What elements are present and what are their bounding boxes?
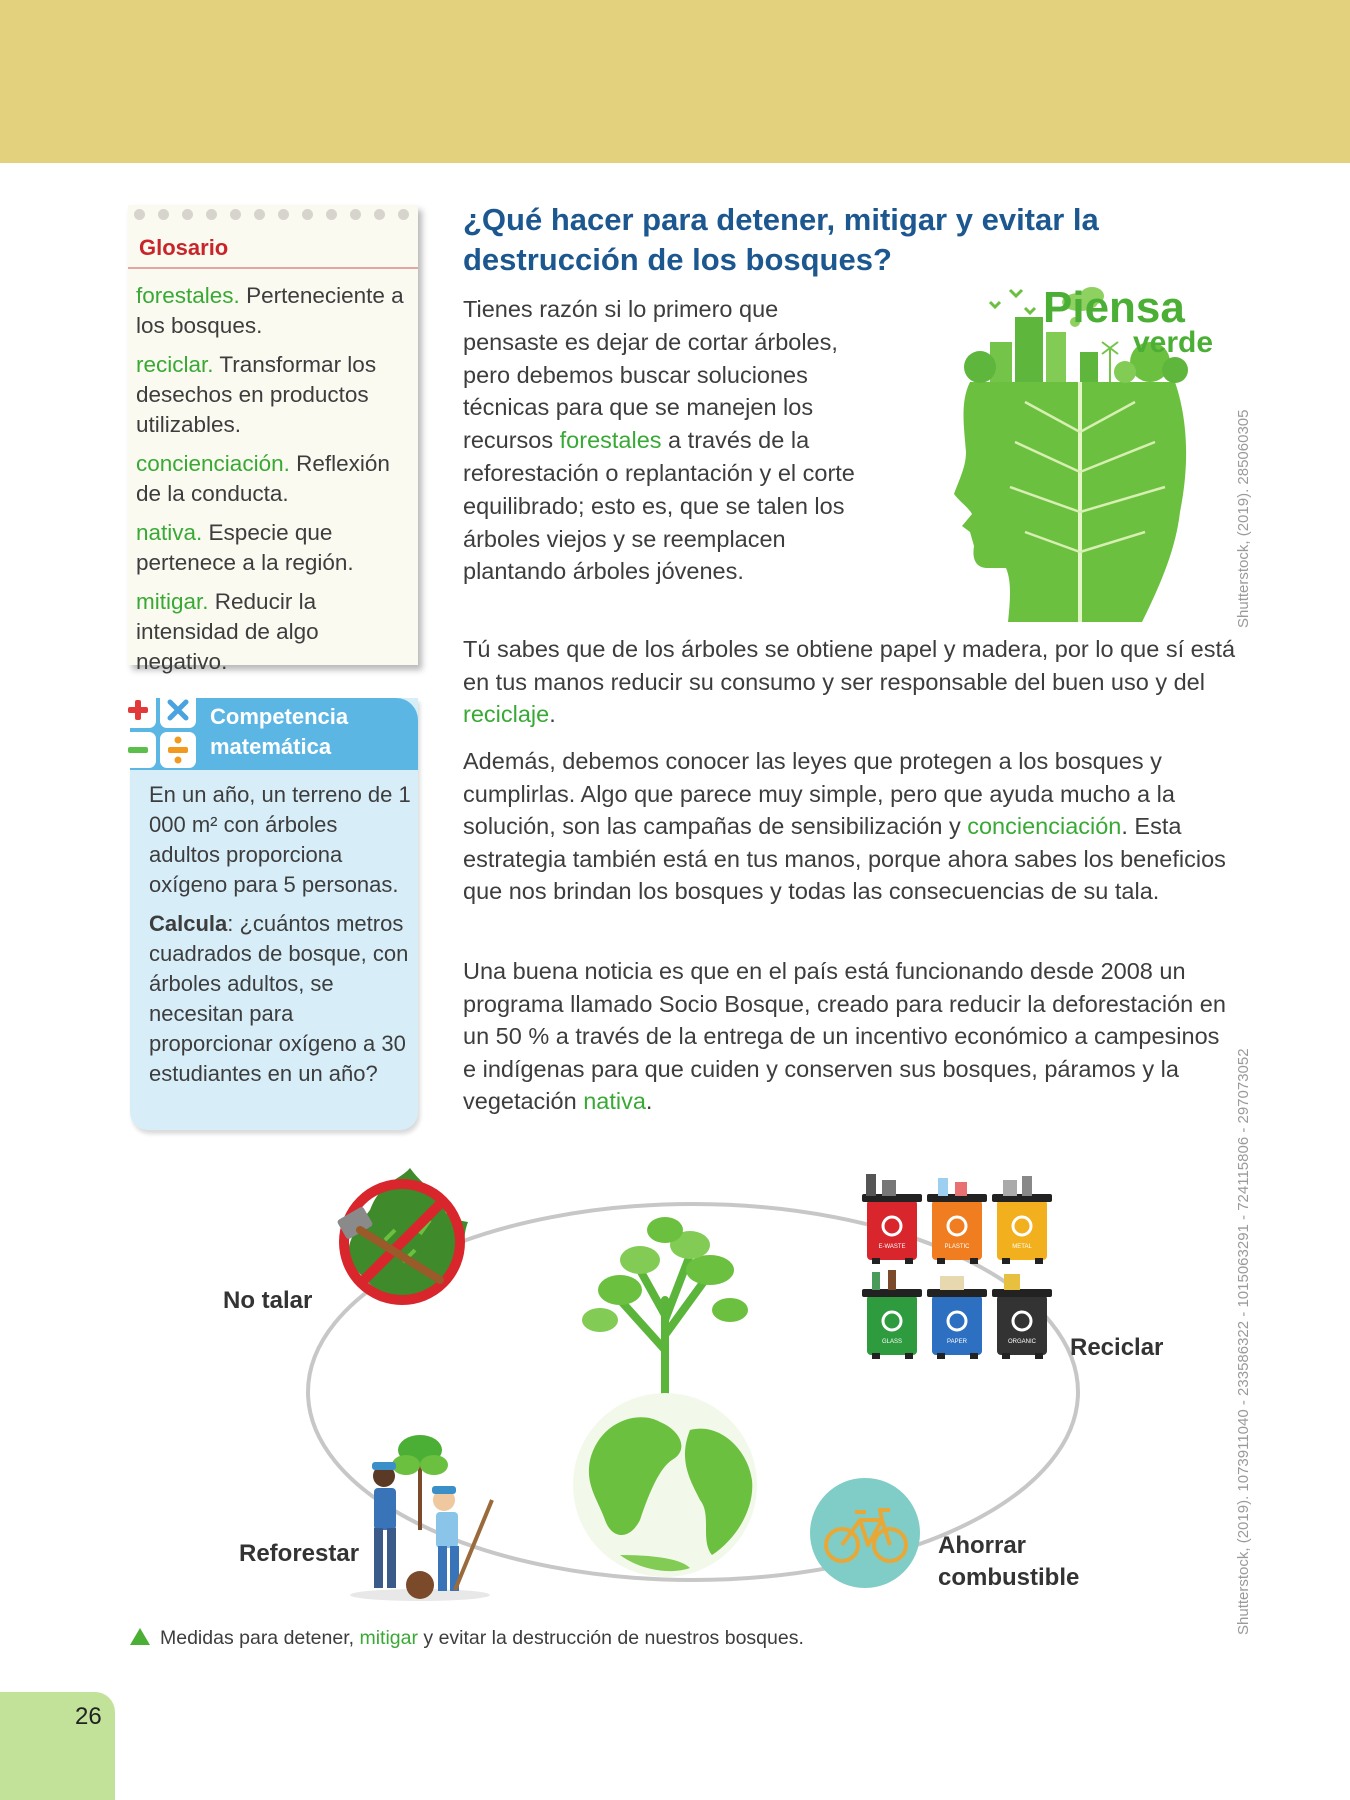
bin-label: GLASS bbox=[881, 1339, 903, 1345]
diagram-credit: Shutterstock, (2019). 1073911040 - 233586322 - 1015063291 - 724115806 - 297073052 bbox=[1235, 1048, 1252, 1635]
bin-label: ORGANIC bbox=[1007, 1339, 1037, 1345]
bin-label: PAPER bbox=[947, 1339, 967, 1345]
page-number: 26 bbox=[75, 1703, 102, 1730]
glossary-entry: nativa. Especie que pertenece a la región. bbox=[136, 520, 354, 575]
math-competence-title: Competencia matemática bbox=[210, 704, 349, 759]
glossary-divider bbox=[128, 267, 418, 269]
math-competence-body bbox=[149, 780, 411, 1098]
glossary-entry: concienciación. Reflexión de la conducta. bbox=[136, 451, 390, 506]
tree-globe-icon bbox=[573, 1217, 757, 1577]
glossary-entry: forestales. Perteneciente a los bosques. bbox=[136, 283, 404, 338]
glossary-entry: mitigar. Reducir la intensidad de algo negativo. bbox=[136, 589, 319, 674]
label-reforestar: Reforestar bbox=[239, 1540, 360, 1567]
paragraph-socio-bosque: Una buena noticia es que en el país está funcionando desde 2008 un programa llamado Socio Bosque, creado para reducir la deforestación en un 50 % a través de la entrega de un incentivo económico a campesinos e indígenas para que cuiden y conserven sus bosques, páramos y la vegetación nativa. bbox=[463, 958, 1226, 1114]
glossary-title: Glosario bbox=[139, 235, 229, 260]
notebook-rings bbox=[134, 209, 414, 225]
paragraph-awareness: Además, debemos conocer las leyes que protegen a los bosques y cumplirlas. Algo que parece muy simple, pero que ayuda mucho a la solución, son las campañas de sensibilización y concienciación. Esta estrategia también está en tus manos, porque ahora sabes los beneficios que nos brindan los bosques y todas las consecuencias de su tala. bbox=[463, 748, 1226, 904]
bin-label: PLASTIC bbox=[944, 1244, 970, 1250]
diagram-caption: Medidas para detener, mitigar y evitar la destrucción de nuestros bosques. bbox=[130, 1627, 804, 1650]
glossary-box bbox=[128, 205, 418, 674]
bin-label: METAL bbox=[1012, 1244, 1032, 1250]
reforesting-people-icon bbox=[350, 1435, 492, 1601]
intro-paragraph: Tienes razón si lo primero que pensaste es dejar de cortar árboles, pero debemos buscar soluciones técnicas para que se manejen los recursos forestales a través de la reforestación o replantación y el corte equilibrado; esto es, que se talen los árboles viejos y se reemplacen plantando árboles jóvenes. bbox=[463, 296, 855, 585]
verde-title: verde bbox=[1133, 326, 1214, 359]
paragraph-recycling: Tú sabes que de los árboles se obtiene papel y madera, por lo que sí está en tus manos reducir su consumo y ser responsable del buen uso y del reciclaje. bbox=[463, 636, 1236, 727]
label-reciclar: Reciclar bbox=[1070, 1334, 1164, 1361]
bin-label: E-WASTE bbox=[878, 1244, 906, 1250]
glossary-entries bbox=[136, 281, 416, 686]
recycling-bins-icon bbox=[862, 1174, 1052, 1359]
page-title: ¿Qué hacer para detener, mitigar y evitar la destrucción de los bosques? bbox=[463, 202, 1099, 277]
math-operations-icon bbox=[118, 690, 198, 770]
triangle-icon bbox=[130, 1628, 150, 1645]
diagram-graphics bbox=[0, 1160, 1350, 1620]
bicycle-icon bbox=[810, 1478, 920, 1588]
top-color-band bbox=[0, 0, 1350, 163]
label-no-talar: No talar bbox=[223, 1287, 313, 1314]
math-problem-text: En un año, un terreno de 1 000 m² con árboles adultos proporciona oxígeno para 5 personas. bbox=[149, 782, 411, 897]
no-cutting-icon bbox=[337, 1168, 468, 1300]
math-question: Calcula: ¿cuántos metros cuadrados de bosque, con árboles adultos, se necesitan para proporcionar oxígeno a 30 estudiantes en un año? bbox=[149, 911, 409, 1086]
math-competence-box bbox=[130, 698, 418, 1130]
forest-measures-diagram bbox=[0, 1160, 1350, 1620]
piensa-title: Piensa bbox=[1043, 283, 1185, 332]
label-ahorrar-combustible: Ahorrar combustible bbox=[938, 1532, 1080, 1591]
image-credit: Shutterstock, (2019). 285060305 bbox=[1235, 409, 1252, 628]
glossary-entry: reciclar. Transformar los desechos en productos utilizables. bbox=[136, 352, 377, 437]
